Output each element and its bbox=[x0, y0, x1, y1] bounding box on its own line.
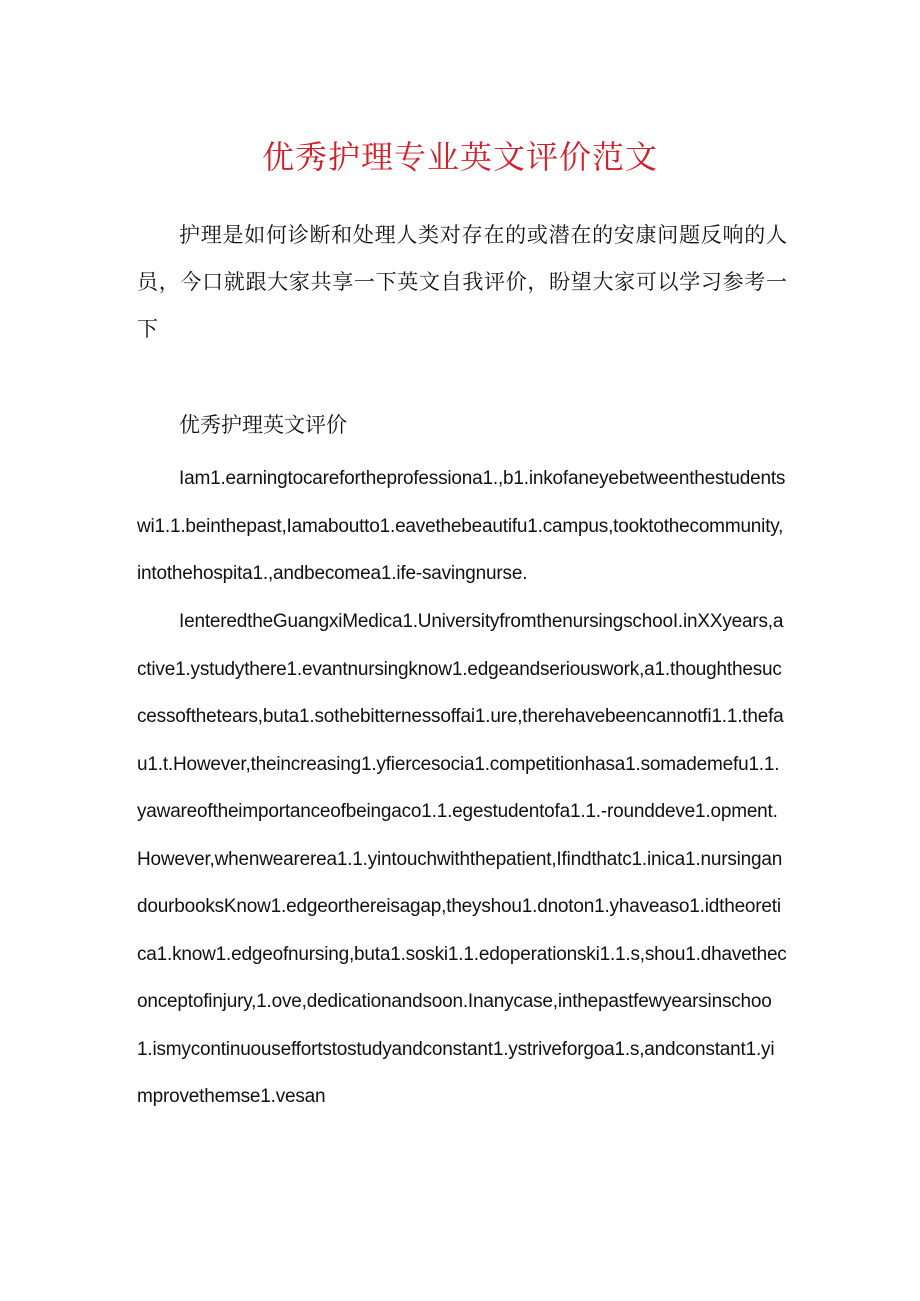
body-paragraph-2: IenteredtheGuangxiMedica1.UniversityfromthenursingschooI.inXXyears,active1.ystudythere1.evantnursingknow1.edgeandseriouswork,a1.thoughthesuccessofthetears,buta1.sothebitternessoffai1.ure,therehavebeencannotfi1.1.thefau1.t.However,theincreasing1.yfiercesocia1.competitionhasa1.somademefu1.1.yawareoftheimportanceofbeingaco1.1.egestudentofa1.1.-rounddeve1.opment.However,whenwearerea1.1.yintouchwiththepatient,Ifindthatc1.inica1.nursingandourbooksKnow1.edgeorthereisagap,theyshou1.dnoton1.yhaveaso1.idtheoretica1.know1.edgeofnursing,buta1.soski1.1.edoperationski1.1.s,shou1.dhavetheconceptofinjury,1.ove,dedicationandsoon.Inanycase,inthepastfewyearsinschoo1.ismycontinuouseffortstostudyandconstant1.ystriveforgoa1.s,andconstant1.yimprovethemse1.vesan bbox=[137, 611, 787, 1107]
intro-paragraph: 护理是如何诊断和处理人类对存在的或潜在的安康问题反响的人员，今口就跟大家共享一下英文自我评价，盼望大家可以学习参考一下 bbox=[137, 223, 787, 341]
section-subheading: 优秀护理英文评价 bbox=[179, 413, 347, 437]
document-title: 优秀护理专业英文评价范文 bbox=[261, 138, 658, 176]
body-paragraph-1: Iam1.earningtocarefortheprofessiona1.,b1.inkofaneyebetweenthestudentswi1.1.beinthepast,Iamaboutto1.eavethebeautifu1.campus,tooktothecommunity,intothehospita1.,andbecomea1.ife-savingnurse. bbox=[137, 468, 786, 584]
